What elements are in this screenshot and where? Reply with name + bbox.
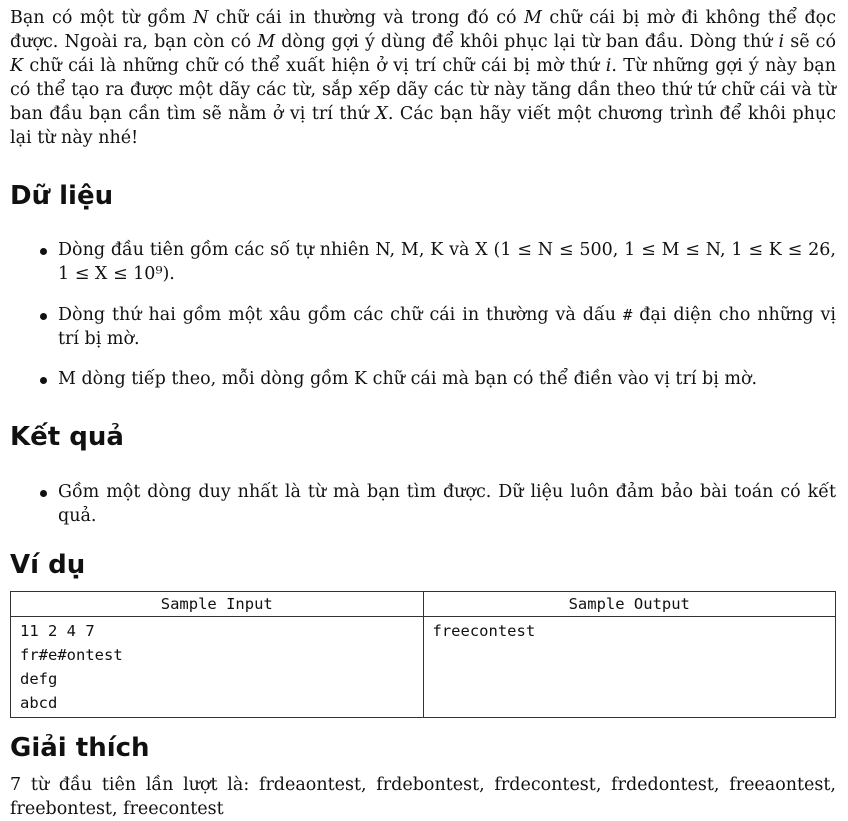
output-list [10,480,836,528]
explanation-text: 7 từ đầu tiên lần lượt là: frdeaontest, frdebontest, frdecontest, frdedontest, freeaontest, freebontest, freecontest [10,775,836,819]
var-i: i [778,32,785,52]
hash-code: # [622,306,633,324]
var-m: M [524,8,542,28]
output-heading: Kết quả [10,422,124,452]
input-list [10,238,836,391]
sample-output-header: Sample Output [423,592,836,617]
input-heading: Dữ liệu [10,181,114,211]
var-i: i [605,56,612,76]
input-item-3 [10,367,836,391]
sample-input-line: abcd [20,694,58,712]
intro-text: Bạn có một từ gồm [10,8,194,28]
var-x: X [375,104,388,124]
intro-text: chữ cái là những chữ có thể xuất hiện ở vị trí chữ cái bị mờ thứ [23,56,606,76]
sample-input-cell[interactable] [11,617,424,718]
input-item-1-text: Dòng đầu tiên gồm các số tự nhiên N, M, K và X (1 ≤ N ≤ 500, 1 ≤ M ≤ N, 1 ≤ K ≤ 26, 1 ≤ X ≤ 10⁹). [58,240,836,284]
input-item-1 [10,238,836,286]
var-m: M [257,32,276,52]
explanation-heading: Giải thích [10,733,150,763]
example-heading: Ví dụ [10,550,86,580]
input-item-2-text: Dòng thứ hai gồm một xâu gồm các chữ cái in thường và dấu [58,305,623,325]
input-item-3-text: M dòng tiếp theo, mỗi dòng gồm K chữ cái mà bạn có thể điền vào vị trí bị mờ. [58,369,758,389]
var-n: N [193,8,209,28]
intro-text: . Các bạn hãy viết một chương trình để khôi phục lại từ này nhé! [10,104,836,148]
sample-input-line: defg [20,670,58,688]
bullet-dot-icon [40,248,47,255]
bullet-dot-icon [40,313,47,320]
sample-data-row [11,617,836,718]
problem-statement [10,6,836,821]
intro-text: sẽ có [784,32,836,52]
bullet-dot-icon [40,490,47,497]
intro-text: . Từ những gợi ý này bạn có thể tạo ra được một dãy các từ, sắp xếp dãy các từ này tăng dần theo thứ tứ chữ cái và từ ban đầu bạn cần tìm sẽ nằm ở vị trí thứ [10,56,837,124]
intro-text: dòng gợi ý dùng để khôi phục lại từ ban đầu. Dòng thứ [275,32,779,52]
sample-input-line: fr#e#ontest [20,646,123,664]
sample-input-header: Sample Input [11,592,424,617]
sample-output-line: freecontest [432,622,536,640]
sample-input-line: 11 2 4 7 [20,622,95,640]
intro-text: chữ cái bị mờ đi không thể đọc được. Ngoài ra, bạn còn có [10,8,836,52]
input-item-2 [10,303,836,351]
sample-table [10,591,836,718]
intro-text: chữ cái in thường và trong đó có [208,8,525,28]
bullet-dot-icon [40,377,47,384]
sample-header-row [11,592,836,617]
var-k: K [10,56,24,76]
sample-output-cell[interactable] [423,617,836,718]
output-item-1-text: Gồm một dòng duy nhất là từ mà bạn tìm được. Dữ liệu luôn đảm bảo bài toán có kết quả. [58,482,836,526]
output-item-1 [10,480,836,528]
input-item-2-text-end: đại diện cho những vị trí bị mờ. [58,305,836,349]
intro-paragraph [10,6,836,150]
